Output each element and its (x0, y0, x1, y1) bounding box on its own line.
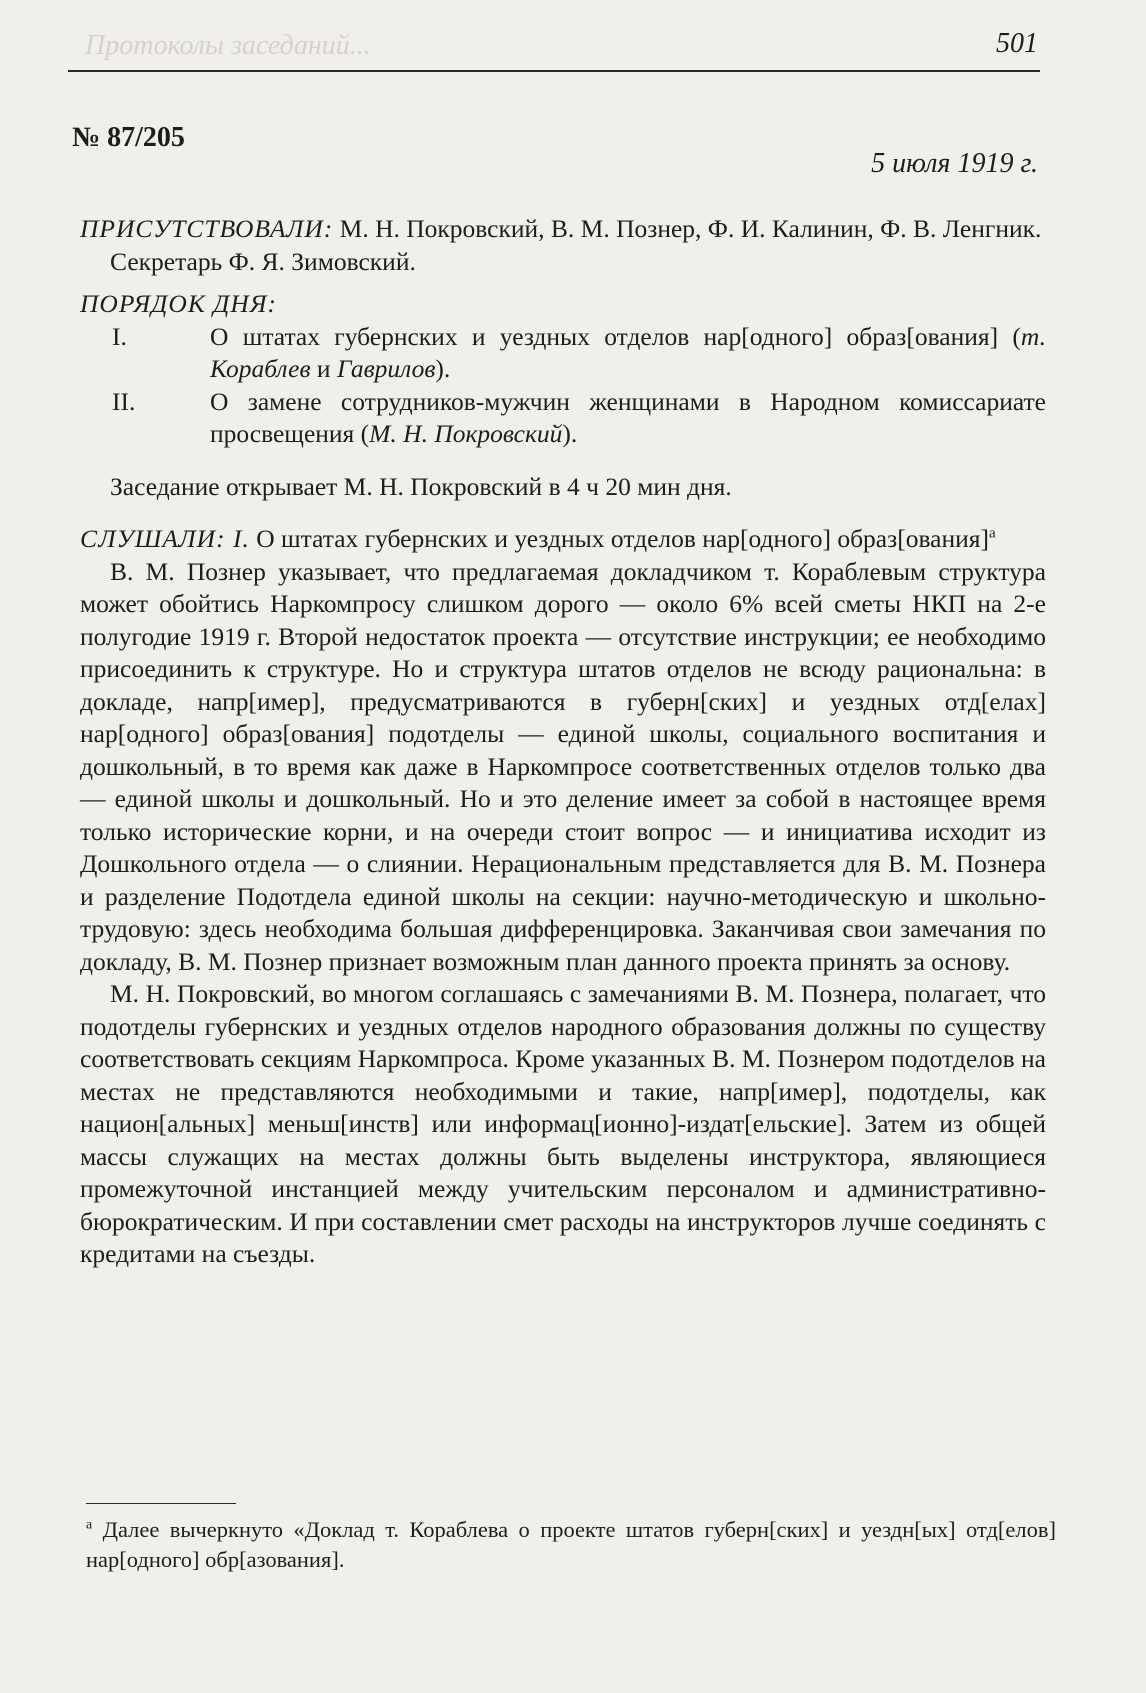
footnote-mark: а (86, 1517, 93, 1533)
footnote (86, 1515, 1056, 1575)
header-rule (68, 70, 1040, 72)
agenda-item-text: О штатах губернских и уездных отделов нар[одного] образ[ования] (210, 321, 999, 351)
document-date: 5 июля 1919 г. (871, 148, 1038, 179)
opening-line: Заседание открывает М. Н. Покровский в 4 ч 20 мин дня. (110, 471, 732, 501)
agenda-item-2 (80, 386, 1046, 451)
present-text: М. Н. Покровский, В. М. Познер, Ф. И. Калинин, Ф. В. Ленгник. (339, 214, 1042, 243)
spacer (80, 451, 1046, 471)
agenda-label: ПОРЯДОК ДНЯ: (80, 289, 278, 318)
agenda-speaker: т. Кораблев (210, 321, 1046, 383)
footnote-rule (86, 1503, 236, 1504)
paren: ). (562, 419, 578, 448)
agenda-item-1 (80, 321, 1046, 386)
agenda-speaker: М. Н. Покровский (369, 419, 563, 448)
ghost-running-head: Протоколы заседаний... (85, 30, 371, 61)
agenda-item-number: I. (112, 321, 127, 351)
conjunction: и (310, 354, 337, 383)
secretary-line: Секретарь Ф. Я. Зимовский. (110, 246, 416, 276)
document-number: № 87/205 (72, 122, 185, 153)
heard-label: СЛУШАЛИ: I. (80, 524, 250, 553)
agenda-item-number: II. (112, 386, 136, 416)
heard-text: О штатах губернских и уездных отделов нар[одного] образ[ования] (256, 524, 989, 553)
spacer (80, 503, 1046, 523)
present-paragraph (80, 213, 1046, 246)
agenda-speaker: Гаврилов (336, 354, 436, 383)
page-number: 501 (996, 28, 1038, 59)
paren: ). (435, 354, 451, 383)
footnote-text: Далее вычеркнуто «Доклад т. Кораблева о проекте штатов губерн[ских] и уездн[ых] отд[елов] нар[одного] обр[азования]. (86, 1517, 1056, 1572)
heard-paragraph (80, 523, 1046, 556)
footnote-ref: а (988, 525, 996, 542)
present-label: ПРИСУТСТВОВАЛИ: (80, 214, 334, 243)
paren: ( (998, 321, 1021, 351)
agenda-item-text: О замене сотрудников-мужчин женщинами в Народном комиссариате просвещения (210, 386, 1046, 448)
document-body (80, 213, 1046, 1271)
paren: ( (354, 419, 370, 448)
body-paragraph-1: В. М. Познер указывает, что предлагаемая докладчиком т. Кораблевым структура может обойтись Наркомпросу слишком дорого — около 6% всей сметы НКП на 2-е полугодие 1919 г. Второй недостаток проекта — отсутствие инструкции; ее необходимо присоединить к структуре. Но и структура штатов отделов не всюду рациональна: в докладе, напр[имер], предусматриваются в губерн[ских] и уездных отд[елах] нар[одного] образ[ования] подотделы — единой школы, социального воспитания и дошкольный, в то время как даже в Наркомпросе соответственных отделов только два — единой школы и дошкольный. Но и это деление имеет за собой в настоящее время только исторические корни, и на очереди стоит вопрос — и инициатива исходит из Дошкольного отдела — о слиянии. Нерациональным представляется для В. М. Познера и разделение Подотдела единой школы на секции: научно-методическую и школьно-трудовую: здесь необходима большая дифференцировка. Заканчивая свои замечания по докладу, В. М. Познер признает возможным план данного проекта принять за основу. (80, 556, 1046, 976)
body-paragraph-2: М. Н. Покровский, во многом соглашаясь с замечаниями В. М. Познера, полагает, что подотделы губернских и уездных отделов народного образования должны по существу соответствовать секциям Наркомпроса. Кроме указанных В. М. Познером подотделов на местах не представляются необходимыми и такие, напр[имер], подотделы, как национ[альных] меньш[инств] или информац[ионно]-издат[ельские]. Затем из общей массы служащих на местах должны быть выделены инструктора, являющиеся промежуточной инстанцией между учительским персоналом и административно-бюрократическим. И при составлении смет расходы на инструкторов лучше соединять с кредитами на съезды. (80, 979, 1046, 1268)
